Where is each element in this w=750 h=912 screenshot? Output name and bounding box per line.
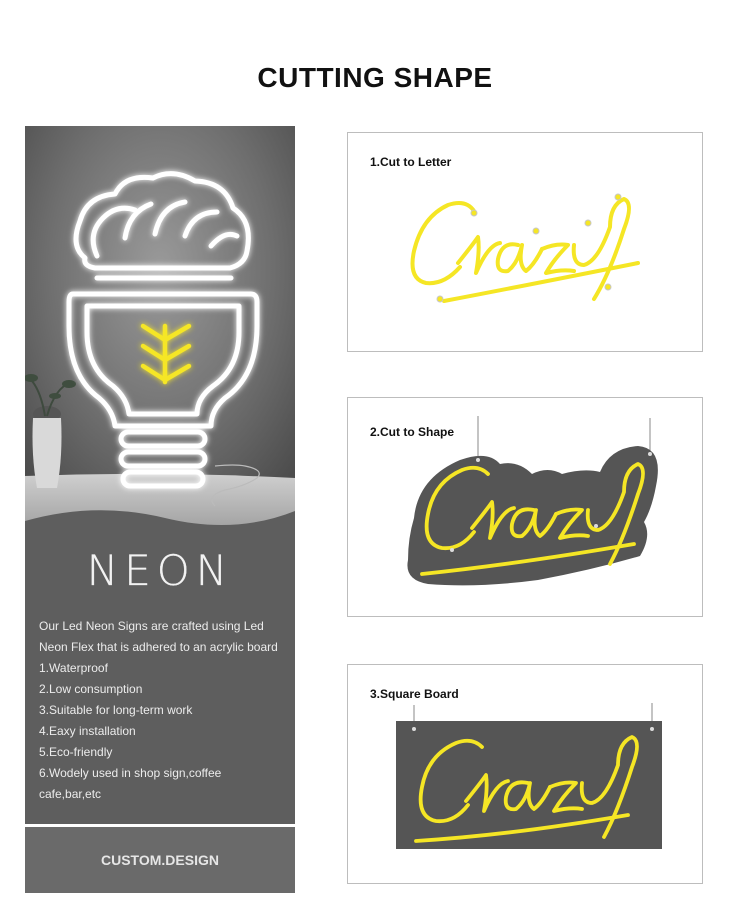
- card-label: 3.Square Board: [370, 687, 459, 701]
- card-label: 1.Cut to Letter: [370, 155, 452, 169]
- lightbulb-neon-photo: [25, 126, 295, 536]
- promo-line: 3.Suitable for long-term work: [39, 703, 193, 717]
- page-title: CUTTING SHAPE: [257, 62, 493, 93]
- card-label: 2.Cut to Shape: [370, 425, 455, 439]
- promo-line: 5.Eco-friendly: [39, 745, 113, 759]
- crazy-neon-shape-cut: [348, 398, 704, 618]
- promo-line: Our Led Neon Signs are crafted using Led: [39, 619, 264, 633]
- promo-line: Neon Flex that is adhered to an acrylic board: [39, 640, 278, 654]
- lightbulb-neon-illustration: [25, 126, 295, 536]
- promo-line: 2.Low consumption: [39, 682, 143, 696]
- crazy-neon-letter-cut: [348, 133, 704, 353]
- promo-line: 1.Waterproof: [39, 661, 108, 675]
- square-board-card: [347, 664, 703, 884]
- cut-to-letter-card: [347, 132, 703, 352]
- neon-promo-panel: [25, 126, 295, 893]
- neon-wordmark: NEON: [86, 546, 234, 595]
- promo-line: 6.Wodely used in shop sign,coffee: [39, 766, 222, 780]
- promo-line: 4.Eaxy installation: [39, 724, 136, 738]
- custom-design-footer: CUSTOM.DESIGN: [25, 827, 295, 893]
- cut-to-shape-card: [347, 397, 703, 617]
- promo-description: [39, 616, 289, 805]
- promo-line: cafe,bar,etc: [39, 787, 102, 801]
- crazy-neon-square-board: [348, 665, 704, 885]
